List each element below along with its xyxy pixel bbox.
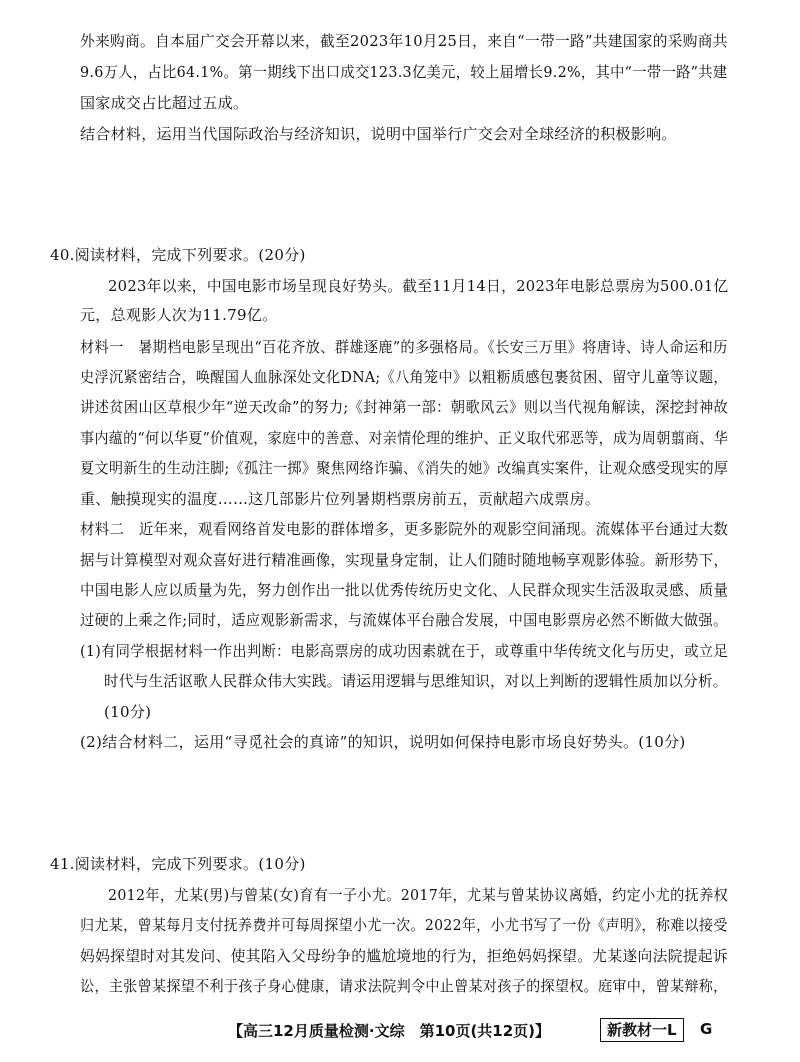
page-footer (0, 1014, 800, 1044)
q40-sub2: (2)结合材料二，运用“寻觅社会的真谛”的知识，说明如何保持电影市场良好势头。(10分) (80, 733, 686, 751)
q40-material1-line-4: 事内蕴的“何以华夏”价值观，家庭中的善意、对亲情伦理的维护、正义取代邪恶等，成为周朝翦商、华 (80, 429, 729, 447)
q40-heading: 40.阅读材料，完成下列要求。(20分) (50, 246, 306, 264)
q40-material2-line-1: 材料二 近年来，观看网络首发电影的群体增多，更多影院外的观影空间涌现。流媒体平台通过大数 (80, 520, 729, 538)
q40-material2-line-2: 据与计算模型对观众喜好进行精准画像，实现量身定制，让人们随时随地畅享观影体验。新形势下， (80, 551, 729, 569)
q40-material1-line-6: 重、触摸现实的温度……这几部影片位列暑期档票房前五，贡献超六成票房。 (80, 490, 601, 508)
q40-material2-line-4: 过硬的上乘之作;同时，适应观影新需求，与流媒体平台融合发展，中国电影票房必然不断做大做强。 (80, 611, 728, 629)
q41-text-line-3: 妈妈探望时对其发问、使其陷入父母纷争的尴尬境地的行为，拒绝妈妈探望。尤某遂向法院提起诉 (80, 947, 728, 965)
q40-material1-line-3: 讲述贫困山区草根少年“逆天改命”的努力;《封神第一部：朝歌风云》则以当代视角解读，深挖封神故 (80, 398, 729, 416)
q41-text-line-4: 讼，主张曾某探望不利于孩子身心健康，请求法院判令中止曾某对孩子的探望权。庭审中，曾某辩称， (80, 977, 728, 995)
q39-text-line-2: 9.6万人，占比64.1%。第一期线下出口成交123.3亿美元，较上届增长9.2%，其中“一带一路”共建 (80, 63, 728, 81)
q39-text-line-1: 外来购商。自本届广交会开幕以来，截至2023年10月25日，来自“一带一路”共建国家的采购商共 (80, 32, 728, 50)
footer-exam-info: 【高三12月质量检测·文综 第10页(共12页)】 (228, 1022, 551, 1040)
q41-heading: 41.阅读材料，完成下列要求。(10分) (50, 855, 306, 873)
q40-intro-line-2: 元，总观影人次为11.79亿。 (80, 306, 278, 324)
q40-material1-line-2: 史浮沉紧密结合，唤醒国人血脉深处文化DNA;《八角笼中》以粗粝质感包裹贫困、留守儿童等议题， (80, 368, 728, 386)
q39-text-line-3: 国家成交占比超过五成。 (80, 94, 249, 112)
q40-sub1-line-1: (1)有同学根据材料一作出判断：电影高票房的成功因素就在于，或尊重中华传统文化与历史，或立足 (80, 642, 729, 660)
q40-sub1-line-3: (10分) (104, 703, 152, 721)
edition-badge: 新教材一L (600, 1018, 684, 1042)
q41-text-line-2: 归尤某，曾某每月支付抚养费并可每周探望小尤一次。2022年，小尤书写了一份《声明》，称难以接受 (80, 916, 728, 934)
q41-text-line-1: 2012年，尤某(男)与曾某(女)育有一子小尤。2017年，尤某与曾某协议离婚，约定小尤的抚养权 (108, 886, 729, 904)
q40-material1-line-1: 材料一 暑期档电影呈现出“百花齐放、群雄逐鹿”的多强格局。《长安三万里》将唐诗、诗人命运和历 (80, 338, 728, 356)
q39-question: 结合材料，运用当代国际政治与经济知识，说明中国举行广交会对全球经济的积极影响。 (80, 125, 677, 143)
q40-material1-line-5: 夏文明新生的生动注脚;《孤注一掷》聚焦网络诈骗、《消失的她》改编真实案件，让观众感受现实的厚 (80, 459, 729, 477)
q40-intro-line-1: 2023年以来，中国电影市场呈现良好势头。截至11月14日，2023年电影总票房为500.01亿 (108, 277, 729, 295)
q40-sub1-line-2: 时代与生活讴歌人民群众伟大实践。请运用逻辑与思维知识，对以上判断的逻辑性质加以分析。 (104, 672, 728, 690)
edition-suffix: G (700, 1020, 713, 1038)
q40-material2-line-3: 中国电影人应以质量为先，努力创作出一批以优秀传统历史文化、人民群众现实生活汲取灵感、质量 (80, 581, 729, 599)
